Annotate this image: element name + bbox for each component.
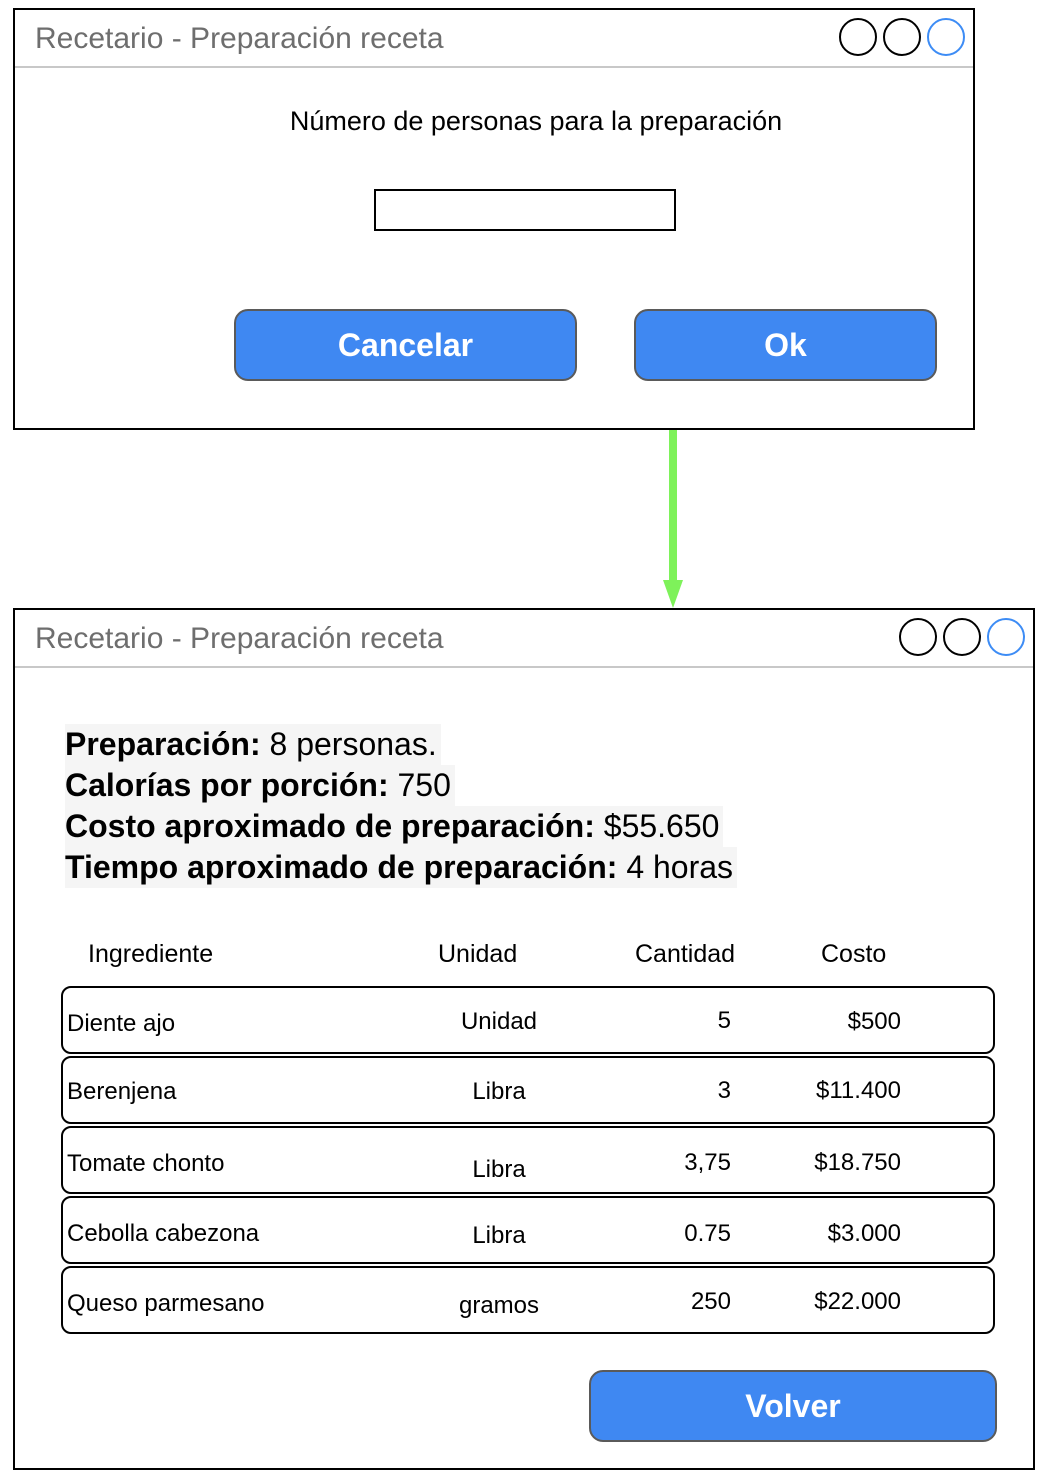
summary-preparation: Preparación: 8 personas. [65, 724, 441, 765]
people-prompt: Número de personas para la preparación [289, 106, 783, 136]
cell-unit: Libra [472, 1078, 526, 1105]
dialog-title: Recetario - Preparación receta [35, 22, 444, 55]
table-row[interactable] [61, 1056, 995, 1124]
summary-cost: Costo aproximado de preparación: $55.650 [65, 806, 723, 847]
cell-unit: Unidad [460, 1008, 538, 1035]
table-row[interactable] [61, 1266, 995, 1334]
cell-ingredient: Tomate chonto [67, 1150, 225, 1177]
dialog-titlebar [15, 10, 973, 68]
cancel-button[interactable]: Cancelar [234, 309, 577, 381]
column-header-unit: Unidad [438, 940, 518, 968]
close-window-icon[interactable] [899, 618, 937, 656]
recipe-summary [65, 724, 737, 888]
flow-arrow-head-icon [663, 580, 683, 608]
column-header-cost: Costo [821, 940, 887, 968]
minimize-window-icon[interactable] [883, 18, 921, 56]
cell-quantity: 250 [690, 1288, 731, 1315]
cell-unit: Libra [472, 1222, 526, 1249]
cell-cost: $18.750 [814, 1149, 901, 1176]
cell-quantity: 3 [717, 1077, 731, 1104]
close-window-icon[interactable] [839, 18, 877, 56]
column-header-quantity: Cantidad [635, 940, 736, 968]
summary-time: Tiempo aproximado de preparación: 4 horas [65, 847, 737, 888]
column-header-ingredient: Ingrediente [88, 940, 214, 968]
cell-quantity: 5 [717, 1007, 731, 1034]
table-row[interactable] [61, 986, 995, 1054]
flow-arrow-line [669, 430, 677, 582]
cell-unit: gramos [458, 1292, 540, 1319]
window-controls [839, 18, 965, 56]
cell-unit: Libra [472, 1156, 526, 1183]
ok-button[interactable]: Ok [634, 309, 937, 381]
people-count-input[interactable] [374, 189, 676, 231]
cell-ingredient: Cebolla cabezona [67, 1220, 260, 1247]
cell-ingredient: Berenjena [67, 1078, 177, 1105]
cell-cost: $500 [847, 1008, 901, 1035]
maximize-window-icon[interactable] [987, 618, 1025, 656]
table-row[interactable] [61, 1196, 995, 1264]
result-title: Recetario - Preparación receta [35, 622, 444, 655]
cell-ingredient: Queso parmesano [67, 1290, 265, 1317]
recipe-result-window [13, 608, 1035, 1470]
cell-quantity: 0.75 [684, 1220, 731, 1247]
people-dialog-window [13, 8, 975, 430]
maximize-window-icon[interactable] [927, 18, 965, 56]
window-controls [899, 618, 1025, 656]
cell-ingredient: Diente ajo [67, 1010, 176, 1037]
result-titlebar [15, 610, 1033, 668]
table-row[interactable] [61, 1126, 995, 1194]
cell-cost: $22.000 [814, 1288, 901, 1315]
cell-quantity: 3,75 [684, 1149, 731, 1176]
summary-calories: Calorías por porción: 750 [65, 765, 455, 806]
back-button[interactable]: Volver [589, 1370, 997, 1442]
cell-cost: $11.400 [816, 1077, 901, 1104]
minimize-window-icon[interactable] [943, 618, 981, 656]
cell-cost: $3.000 [827, 1220, 901, 1247]
